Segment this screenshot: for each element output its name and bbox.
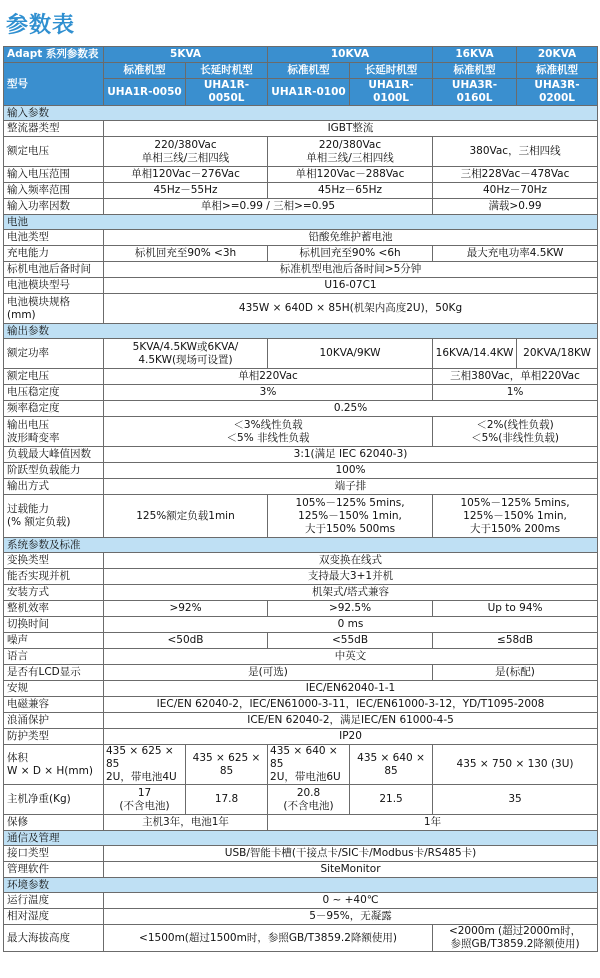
model-number: UHA1R-0100 [268, 79, 350, 106]
table-row [4, 447, 598, 463]
cell: 3:1(满足 IEC 62040-3) [104, 447, 598, 463]
table-row [4, 553, 598, 569]
cell: 105%－125% 5mins, 125%－150% 1min, 大于150% 200ms [433, 495, 598, 538]
table-row [4, 617, 598, 633]
cell: Up to 94% [433, 601, 598, 617]
table-row [4, 681, 598, 697]
row-label: 语言 [4, 649, 104, 665]
row-label: 额定电压 [4, 137, 104, 167]
table-row [4, 246, 598, 262]
table-row [4, 401, 598, 417]
table-row [4, 167, 598, 183]
cell: 100% [104, 463, 598, 479]
table-row [4, 183, 598, 199]
cell: 220/380Vac 单相三线/三相四线 [268, 137, 433, 167]
row-label: 电压稳定度 [4, 385, 104, 401]
cell: 435 × 625 × 85 2U，带电池4U [104, 745, 186, 785]
cell: 单相>=0.99 / 三相>=0.95 [104, 199, 433, 215]
cell: 0 ms [104, 617, 598, 633]
row-label: 电池模块规格 (mm) [4, 294, 104, 324]
cell: SiteMonitor [104, 862, 598, 878]
section-comm [4, 831, 598, 846]
cell: USB/智能卡槽(干接点卡/SIC卡/Modbus卡/RS485卡) [104, 846, 598, 862]
cell: 5KVA/4.5KW或6KVA/ 4.5KW(现场可设置) [104, 339, 268, 369]
spec-table [3, 46, 598, 952]
row-label: 切换时间 [4, 617, 104, 633]
cell: 16KVA/14.4KW [433, 339, 517, 369]
cell: 单相120Vac－288Vac [268, 167, 433, 183]
table-row [4, 893, 598, 909]
cell: 20.8 (不含电池) [268, 785, 350, 815]
page-title: 参数表 [6, 13, 76, 38]
cell: 0.25% [104, 401, 598, 417]
row-label: 最大海拔高度 [4, 925, 104, 952]
table-row [4, 909, 598, 925]
table-row [4, 633, 598, 649]
row-label: 是否有LCD显示 [4, 665, 104, 681]
table-row [4, 862, 598, 878]
table-row [4, 121, 598, 137]
capacity-16kva: 16KVA [433, 47, 517, 63]
row-label: 充电能力 [4, 246, 104, 262]
cell: 铅酸免维护蓄电池 [104, 230, 598, 246]
cell: 435 × 640 × 85 2U，带电池6U [268, 745, 350, 785]
model-type: 标准机型 [268, 63, 350, 79]
table-row [4, 463, 598, 479]
cell: 21.5 [350, 785, 433, 815]
cell: 1% [433, 385, 598, 401]
row-label: 阶跃型负载能力 [4, 463, 104, 479]
row-label: 额定功率 [4, 339, 104, 369]
row-label: 保修 [4, 815, 104, 831]
row-label: 电池模块型号 [4, 278, 104, 294]
section-title: 环境参数 [4, 878, 598, 893]
model-type: 长延时机型 [350, 63, 433, 79]
row-label: 输入电压范围 [4, 167, 104, 183]
cell: <2000m (超过2000m时， 参照GB/T3859.2降额使用) [433, 925, 598, 952]
cell: <55dB [268, 633, 433, 649]
cell: 125%额定负载1min [104, 495, 268, 538]
cell: ICE/EN 62040-2，满足IEC/EN 61000-4-5 [104, 713, 598, 729]
table-row [4, 585, 598, 601]
row-label: 电磁兼容 [4, 697, 104, 713]
row-label: 整流器类型 [4, 121, 104, 137]
cell: 双变换在线式 [104, 553, 598, 569]
row-label: 运行温度 [4, 893, 104, 909]
row-label: 主机净重(Kg) [4, 785, 104, 815]
table-row [4, 294, 598, 324]
cell: 中英文 [104, 649, 598, 665]
row-label: 频率稳定度 [4, 401, 104, 417]
cell: U16-07C1 [104, 278, 598, 294]
table-row [4, 665, 598, 681]
cell: 三相228Vac－478Vac [433, 167, 598, 183]
row-label: 整机效率 [4, 601, 104, 617]
row-label: 防护类型 [4, 729, 104, 745]
cell: 17 (不含电池) [104, 785, 186, 815]
section-input [4, 106, 598, 121]
cell: 端子排 [104, 479, 598, 495]
cell: 满载>0.99 [433, 199, 598, 215]
table-row [4, 713, 598, 729]
cell: 最大充电功率4.5KW [433, 246, 598, 262]
cell: IEC/EN62040-1-1 [104, 681, 598, 697]
table-row [4, 815, 598, 831]
table-row [4, 697, 598, 713]
row-label: 接口类型 [4, 846, 104, 862]
capacity-20kva: 20KVA [517, 47, 598, 63]
row-label: 安规 [4, 681, 104, 697]
cell: 17.8 [186, 785, 268, 815]
table-row [4, 278, 598, 294]
cell: 435W × 640D × 85H(机架内高度2U)，50Kg [104, 294, 598, 324]
cell: 1年 [268, 815, 598, 831]
section-battery [4, 215, 598, 230]
row-label: 电池类型 [4, 230, 104, 246]
cell: ＜2%(线性负载) ＜5%(非线性负载) [433, 417, 598, 447]
row-label: 输出电压 波形畸变率 [4, 417, 104, 447]
cell: 45Hz－65Hz [268, 183, 433, 199]
model-label: 型号 [4, 63, 104, 106]
table-row [4, 846, 598, 862]
cell: ＜3%线性负载 ＜5% 非线性负载 [104, 417, 433, 447]
cell: <50dB [104, 633, 268, 649]
table-row [4, 745, 598, 785]
table-row [4, 262, 598, 278]
model-number: UHA1R-0100L [350, 79, 433, 106]
cell: >92.5% [268, 601, 433, 617]
section-title: 通信及管理 [4, 831, 598, 846]
table-row [4, 479, 598, 495]
cell: IP20 [104, 729, 598, 745]
cell: 机架式/塔式兼容 [104, 585, 598, 601]
row-label: 安装方式 [4, 585, 104, 601]
table-row [4, 199, 598, 215]
cell: 5－95%，无凝露 [104, 909, 598, 925]
capacity-10kva: 10KVA [268, 47, 433, 63]
table-row [4, 137, 598, 167]
model-type: 标准机型 [433, 63, 517, 79]
table-row [4, 601, 598, 617]
table-row [4, 385, 598, 401]
section-title: 电池 [4, 215, 598, 230]
model-number: UHA1R-0050L [186, 79, 268, 106]
row-label: 过载能力 (% 额定负载) [4, 495, 104, 538]
table-row [4, 495, 598, 538]
cell: 标机回充至90% <3h [104, 246, 268, 262]
row-label: 输入频率范围 [4, 183, 104, 199]
cell: 三相380Vac，单相220Vac [433, 369, 598, 385]
model-number: UHA3R-0160L [433, 79, 517, 106]
header-capacity-row [4, 47, 598, 63]
table-row [4, 230, 598, 246]
cell: >92% [104, 601, 268, 617]
table-row [4, 339, 598, 369]
cell: 是(可选) [104, 665, 433, 681]
row-label: 变换类型 [4, 553, 104, 569]
section-output [4, 324, 598, 339]
section-title: 输出参数 [4, 324, 598, 339]
capacity-5kva: 5KVA [104, 47, 268, 63]
section-system [4, 538, 598, 553]
row-label: 额定电压 [4, 369, 104, 385]
cell: 3% [104, 385, 433, 401]
row-label: 能否实现并机 [4, 569, 104, 585]
cell: IEC/EN 62040-2，IEC/EN61000-3-11，IEC/EN61000-3-12，YD/T1095-2008 [104, 697, 598, 713]
table-row [4, 649, 598, 665]
row-label: 输出方式 [4, 479, 104, 495]
cell: 35 [433, 785, 598, 815]
cell: 是(标配) [433, 665, 598, 681]
model-number: UHA1R-0050 [104, 79, 186, 106]
row-label: 负载最大峰值因数 [4, 447, 104, 463]
table-row [4, 729, 598, 745]
model-type: 长延时机型 [186, 63, 268, 79]
table-row [4, 569, 598, 585]
cell: 单相220Vac [104, 369, 433, 385]
cell: 10KVA/9KW [268, 339, 433, 369]
cell: 380Vac，三相四线 [433, 137, 598, 167]
table-row [4, 925, 598, 952]
row-label: 浪涌保护 [4, 713, 104, 729]
cell: 单相120Vac－276Vac [104, 167, 268, 183]
cell: 45Hz－55Hz [104, 183, 268, 199]
row-label: 管理软件 [4, 862, 104, 878]
row-label: 体积 W × D × H(mm) [4, 745, 104, 785]
cell: 0 ~ +40℃ [104, 893, 598, 909]
cell: <1500m(超过1500m时，参照GB/T3859.2降额使用) [104, 925, 433, 952]
cell: 标准机型电池后备时间>5分钟 [104, 262, 598, 278]
section-title: 系统参数及标准 [4, 538, 598, 553]
cell: ≤58dB [433, 633, 598, 649]
row-label: 噪声 [4, 633, 104, 649]
table-row [4, 785, 598, 815]
cell: 435 × 750 × 130 (3U) [433, 745, 598, 785]
table-row [4, 369, 598, 385]
cell: 435 × 625 × 85 [186, 745, 268, 785]
cell: 支持最大3+1并机 [104, 569, 598, 585]
row-label: 输入功率因数 [4, 199, 104, 215]
cell: IGBT整流 [104, 121, 598, 137]
table-row [4, 417, 598, 447]
cell: 20KVA/18KW [517, 339, 598, 369]
cell: 主机3年，电池1年 [104, 815, 268, 831]
model-type: 标准机型 [517, 63, 598, 79]
cell: 105%－125% 5mins, 125%－150% 1min, 大于150% 500ms [268, 495, 433, 538]
header-type-row [4, 63, 598, 79]
model-type: 标准机型 [104, 63, 186, 79]
section-env [4, 878, 598, 893]
cell: 40Hz－70Hz [433, 183, 598, 199]
section-title: 输入参数 [4, 106, 598, 121]
row-label: 相对湿度 [4, 909, 104, 925]
cell: 435 × 640 × 85 [350, 745, 433, 785]
cell: 220/380Vac 单相三线/三相四线 [104, 137, 268, 167]
series-label: Adapt 系列参数表 [4, 47, 104, 63]
row-label: 标机电池后备时间 [4, 262, 104, 278]
cell: 标机回充至90% <6h [268, 246, 433, 262]
model-number: UHA3R-0200L [517, 79, 598, 106]
